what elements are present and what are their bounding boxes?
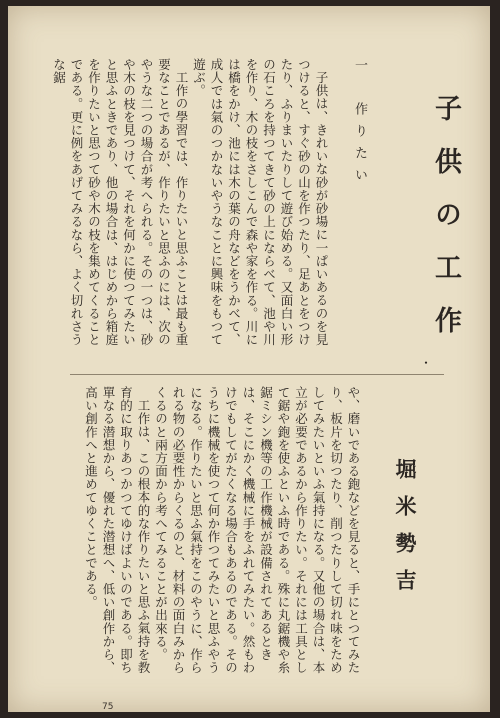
upper-text-block	[50, 58, 330, 358]
author-name: 堀米勢吉	[393, 458, 418, 606]
lower-text-block	[82, 386, 362, 686]
paragraph: 子供は、きれいな砂が砂場に一ぱいあるのを見つけると、すぐ砂の山を作つたり、足あとをつけたり、ふりまいたりして遊び始める。又面白い形の石ころを持つてきて砂の上にならべて、池や川を作り、木の枝をさしこんで森や家を作る。川には橋をかけ、池には木の葉の舟などをうかべて、成人では氣のつかないやうなことに興味をもつて遊ぶ。	[191, 58, 329, 347]
title-mark: ・	[420, 356, 433, 370]
paragraph: や、磨いである鉋などを見ると、手にとつてみたり、板片を切つたり、削つたりして切れ味をためしてみたいといふ氣持になる。又他の場合は、本立が必要であるから作りたい。それには工具として鋸や鉋を使ふといふ時である。殊に丸鋸機や糸鋸ミシン機等の工作機械が設備されてあるときは、そこにかく機械に手をふれてみたい。然もわけでもしてがたくなる場合もあるのである。そのうちに機械を使つて何か作つてみたいと思ふやうになる。作りたいと思ふ氣持をこのやうに、作られる物の必要性からくるのと、材料の面白みからくるのと兩方面から考へてみることが出來る。	[153, 386, 361, 675]
book-page	[8, 6, 490, 712]
article-title: 子供の工作	[430, 94, 461, 359]
paragraph: 工作の學習では、作りたいと思ふことは最も重要なことであるが、作りたいと思ふのには、次のやうな二つの場合が考へられる。その一つは、砂や木の枝を見つけて、それを何かに使つてみたいと思ふときであり、他の場合は、はじめから箱庭を作りたいと思つて砂や木の枝を集めてくることである。更に例をあげてみるなら、よく切れさうな鋸	[51, 58, 189, 347]
section-heading: 一 作りたい	[352, 58, 367, 190]
column-divider	[70, 374, 444, 375]
paragraph: 工作は、この根本的な作りたいと思ふ氣持を教育的に取りあつかつてゆけばよいのである。即ち單なる潜想から、優れた潜想へ、低い創作から、高い創作へと進めてゆくことである。	[83, 386, 151, 675]
page-number: 75	[102, 702, 114, 712]
